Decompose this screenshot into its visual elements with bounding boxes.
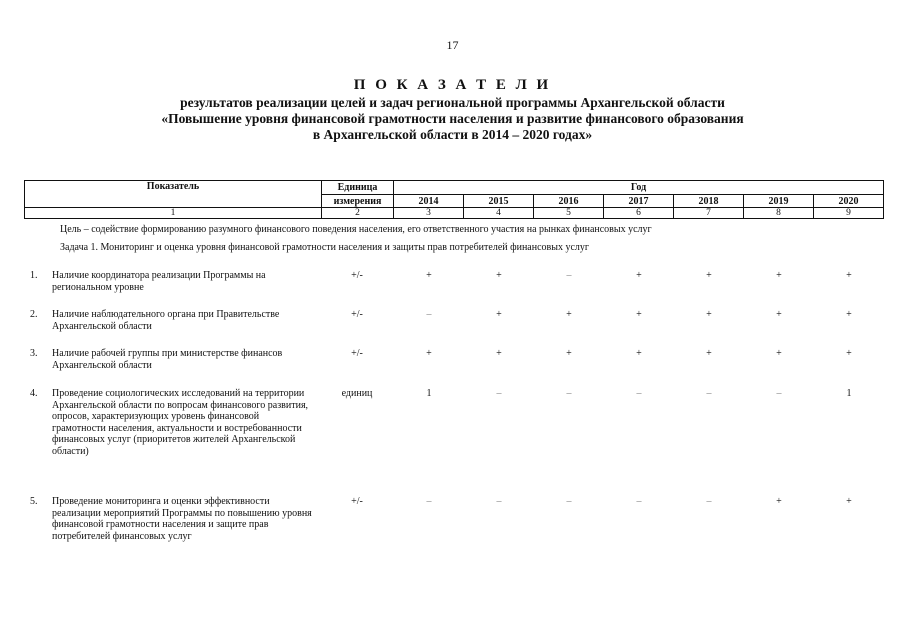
row-number: 4. bbox=[30, 388, 38, 399]
header-year-2016: 2016 bbox=[534, 195, 604, 208]
row-value-2019: + bbox=[776, 348, 782, 359]
heading-title: П О К А З А Т Е Л И bbox=[353, 77, 552, 93]
row-value-2014: + bbox=[426, 348, 432, 359]
column-number: 2 bbox=[322, 208, 394, 219]
header-year-2015: 2015 bbox=[464, 195, 534, 208]
row-value-2014: – bbox=[426, 309, 432, 320]
row-value-2017: – bbox=[636, 388, 642, 399]
document-heading bbox=[0, 75, 905, 143]
row-indicator: Проведение мониторинга и оценки эффективности реализации мероприятий Программы по повышению уровня финансовой грамотности населения и защите прав потребителей финансовых услуг bbox=[52, 496, 312, 542]
row-value-2018: – bbox=[706, 496, 712, 507]
row-value-2016: – bbox=[566, 270, 572, 281]
header-year-2020: 2020 bbox=[814, 195, 884, 208]
row-unit: единиц bbox=[341, 388, 373, 399]
heading-line-3: в Архангельской области в 2014 – 2020 годах» bbox=[312, 127, 593, 142]
row-value-2016: – bbox=[566, 388, 572, 399]
row-unit: +/- bbox=[351, 496, 363, 507]
header-year-2018: 2018 bbox=[674, 195, 744, 208]
goal-text: Цель – содействие формированию разумного финансового поведения населения, его ответственного участия на рынках финансовых услуг bbox=[60, 224, 652, 235]
row-value-2015: – bbox=[496, 388, 502, 399]
heading-line-1: результатов реализации целей и задач региональной программы Архангельской области bbox=[180, 95, 725, 110]
row-value-2017: + bbox=[636, 270, 642, 281]
row-value-2017: + bbox=[636, 348, 642, 359]
row-value-2016: + bbox=[566, 348, 572, 359]
row-value-2018: – bbox=[706, 388, 712, 399]
header-year-2014: 2014 bbox=[394, 195, 464, 208]
column-number: 5 bbox=[534, 208, 604, 219]
column-number: 1 bbox=[25, 208, 322, 219]
header-unit-line-2: измерения bbox=[322, 195, 394, 208]
row-value-2017: + bbox=[636, 309, 642, 320]
row-indicator: Наличие наблюдательного органа при Правительстве Архангельской области bbox=[52, 309, 280, 332]
row-number: 5. bbox=[30, 496, 38, 507]
row-value-2014: – bbox=[426, 496, 432, 507]
row-value-2015: + bbox=[496, 348, 502, 359]
row-value-2016: + bbox=[566, 309, 572, 320]
column-number: 4 bbox=[464, 208, 534, 219]
indicators-table-header bbox=[24, 180, 884, 219]
row-unit: +/- bbox=[351, 348, 363, 359]
row-value-2020: 1 bbox=[846, 388, 852, 399]
row-value-2014: 1 bbox=[426, 388, 432, 399]
row-value-2020: + bbox=[846, 309, 852, 320]
row-value-2015: + bbox=[496, 270, 502, 281]
row-value-2018: + bbox=[706, 270, 712, 281]
header-year-2017: 2017 bbox=[604, 195, 674, 208]
row-value-2015: – bbox=[496, 496, 502, 507]
row-number: 3. bbox=[30, 348, 38, 359]
column-number: 8 bbox=[744, 208, 814, 219]
row-value-2016: – bbox=[566, 496, 572, 507]
row-value-2019: + bbox=[776, 496, 782, 507]
header-unit-line-1: Единица bbox=[322, 181, 394, 195]
row-value-2020: + bbox=[846, 270, 852, 281]
task-text: Задача 1. Мониторинг и оценка уровня финансовой грамотности населения и защиты прав потребителей финансовых услуг bbox=[60, 242, 589, 253]
page-number: 17 bbox=[446, 38, 459, 52]
row-indicator: Наличие рабочей группы при министерстве финансов Архангельской области bbox=[52, 348, 283, 371]
header-year: Год bbox=[394, 181, 884, 195]
row-value-2017: – bbox=[636, 496, 642, 507]
heading-line-2: «Повышение уровня финансовой грамотности населения и развитие финансового образования bbox=[161, 111, 744, 126]
row-unit: +/- bbox=[351, 309, 363, 320]
column-number: 7 bbox=[674, 208, 744, 219]
row-indicator: Проведение социологических исследований на территории Архангельской области по вопросам финансового развития, опросов, характеризующих уровень финансовой грамотности населения, актуальности и востребованности финансовых услуг (приоритетов жителей Архангельской области) bbox=[52, 388, 309, 457]
row-value-2018: + bbox=[706, 348, 712, 359]
row-indicator: Наличие координатора реализации Программы на региональном уровне bbox=[52, 270, 266, 293]
row-value-2015: + bbox=[496, 309, 502, 320]
header-indicator: Показатель bbox=[25, 181, 322, 208]
column-number: 6 bbox=[604, 208, 674, 219]
row-unit: +/- bbox=[351, 270, 363, 281]
row-value-2020: + bbox=[846, 496, 852, 507]
row-value-2019: + bbox=[776, 309, 782, 320]
header-year-2019: 2019 bbox=[744, 195, 814, 208]
row-number: 1. bbox=[30, 270, 38, 281]
column-number: 9 bbox=[814, 208, 884, 219]
row-value-2014: + bbox=[426, 270, 432, 281]
row-number: 2. bbox=[30, 309, 38, 320]
row-value-2019: + bbox=[776, 270, 782, 281]
row-value-2020: + bbox=[846, 348, 852, 359]
row-value-2019: – bbox=[776, 388, 782, 399]
row-value-2018: + bbox=[706, 309, 712, 320]
column-number: 3 bbox=[394, 208, 464, 219]
